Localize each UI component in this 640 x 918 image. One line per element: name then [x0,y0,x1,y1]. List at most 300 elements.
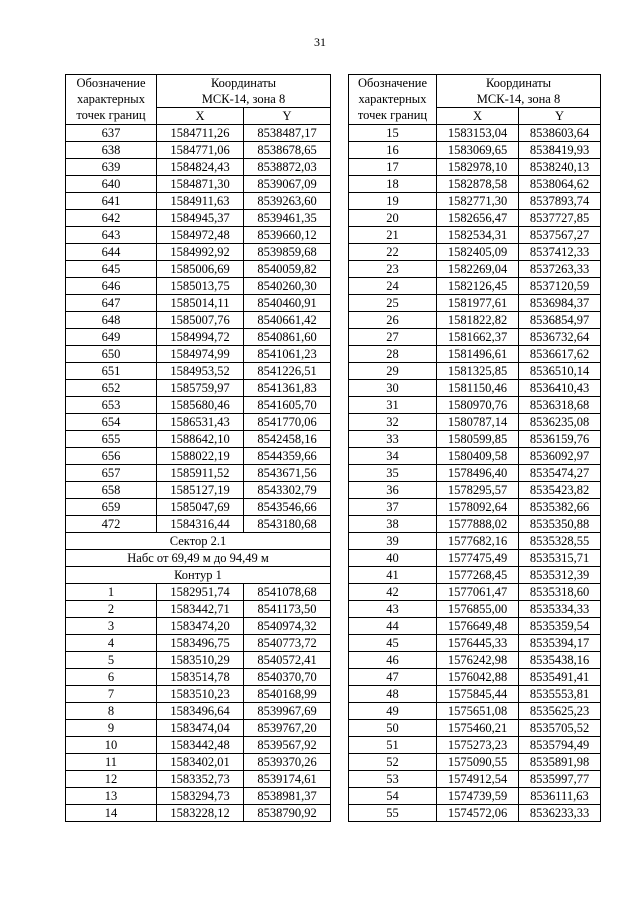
y-coordinate: 8541770,06 [244,414,331,431]
table-row [349,805,601,822]
y-coordinate: 8541078,68 [244,584,331,601]
coordinates-header [437,75,601,108]
y-coordinate: 8535315,71 [519,550,601,567]
point-number: 37 [349,499,437,516]
y-coordinate: 8535474,27 [519,465,601,482]
x-coordinate: 1577061,47 [437,584,519,601]
point-number: 650 [66,346,157,363]
x-coordinate: 1585047,69 [157,499,244,516]
point-number: 54 [349,788,437,805]
point-number: 646 [66,278,157,295]
table-row [349,397,601,414]
point-number: 20 [349,210,437,227]
table-row [66,176,331,193]
y-coordinate: 8535334,33 [519,601,601,618]
table-row [66,159,331,176]
table-row [349,499,601,516]
point-number: 16 [349,142,437,159]
x-coordinate: 1583294,73 [157,788,244,805]
point-number: 643 [66,227,157,244]
y-coordinate: 8541061,23 [244,346,331,363]
table-row [349,193,601,210]
y-coordinate: 8541226,51 [244,363,331,380]
y-coordinate: 8539767,20 [244,720,331,737]
y-coordinate: 8535382,66 [519,499,601,516]
table-row [349,533,601,550]
point-number: 55 [349,805,437,822]
point-number: 8 [66,703,157,720]
point-number: 10 [66,737,157,754]
table-row [66,312,331,329]
table-row [66,720,331,737]
point-number: 46 [349,652,437,669]
point-number: 44 [349,618,437,635]
point-number: 25 [349,295,437,312]
point-number: 645 [66,261,157,278]
y-coordinate: 8536092,97 [519,448,601,465]
y-coordinate: 8537727,85 [519,210,601,227]
table-row [349,703,601,720]
y-coordinate: 8540059,82 [244,261,331,278]
point-number: 647 [66,295,157,312]
table-row [66,227,331,244]
table-row [349,125,601,142]
y-coordinate: 8540460,91 [244,295,331,312]
y-coordinate: 8540661,42 [244,312,331,329]
x-coordinate: 1582978,10 [437,159,519,176]
x-column-header: X [157,108,244,125]
point-number: 654 [66,414,157,431]
x-coordinate: 1576042,88 [437,669,519,686]
x-coordinate: 1588022,19 [157,448,244,465]
x-coordinate: 1583153,04 [437,125,519,142]
y-coordinate: 8538981,37 [244,788,331,805]
y-coordinate: 8539174,61 [244,771,331,788]
table-row [66,210,331,227]
point-number: 33 [349,431,437,448]
table-row [66,686,331,703]
x-coordinate: 1580599,85 [437,431,519,448]
table-row [66,414,331,431]
y-coordinate: 8536233,33 [519,805,601,822]
header-line: МСК-14, зона 8 [201,92,286,106]
table-row [349,771,601,788]
table-row [349,448,601,465]
table-row [66,431,331,448]
y-coordinate: 8543180,68 [244,516,331,533]
header-line: Обозначение [76,76,146,90]
x-coordinate: 1584974,99 [157,346,244,363]
table-row [349,482,601,499]
point-number: 45 [349,635,437,652]
point-number: 31 [349,397,437,414]
table-row [66,618,331,635]
table-row [66,499,331,516]
table-row [66,295,331,312]
x-coordinate: 1584711,26 [157,125,244,142]
y-coordinate: 8536159,76 [519,431,601,448]
x-coordinate: 1581662,37 [437,329,519,346]
y-coordinate: 8544359,66 [244,448,331,465]
x-coordinate: 1583510,29 [157,652,244,669]
x-coordinate: 1578295,57 [437,482,519,499]
x-coordinate: 1583496,75 [157,635,244,652]
table-row [66,601,331,618]
table-row [66,329,331,346]
point-number: 34 [349,448,437,465]
x-coordinate: 1583514,78 [157,669,244,686]
table-row [66,652,331,669]
x-coordinate: 1575273,23 [437,737,519,754]
y-coordinate: 8535491,41 [519,669,601,686]
x-coordinate: 1582269,04 [437,261,519,278]
table-row [66,363,331,380]
table-row [349,516,601,533]
table-row [349,346,601,363]
point-designation-header [349,75,437,125]
point-number: 39 [349,533,437,550]
point-number: 29 [349,363,437,380]
y-coordinate: 8540370,70 [244,669,331,686]
x-coordinate: 1578092,64 [437,499,519,516]
y-coordinate: 8536318,68 [519,397,601,414]
table-row [349,431,601,448]
table-row [349,618,601,635]
y-coordinate: 8536235,08 [519,414,601,431]
y-coordinate: 8539967,69 [244,703,331,720]
header-line: точек границ [76,108,146,122]
point-number: 47 [349,669,437,686]
y-coordinate: 8538790,92 [244,805,331,822]
point-number: 32 [349,414,437,431]
x-coordinate: 1585014,11 [157,295,244,312]
point-number: 13 [66,788,157,805]
y-coordinate: 8539567,92 [244,737,331,754]
table-left-body [66,75,331,533]
x-coordinate: 1584824,43 [157,159,244,176]
table-row [66,788,331,805]
table-row [349,159,601,176]
point-number: 51 [349,737,437,754]
point-number: 42 [349,584,437,601]
y-coordinate: 8535318,60 [519,584,601,601]
table-row [66,346,331,363]
x-coordinate: 1585007,76 [157,312,244,329]
y-coordinate: 8535891,98 [519,754,601,771]
point-number: 5 [66,652,157,669]
x-coordinate: 1582878,58 [437,176,519,193]
y-coordinate: 8536510,14 [519,363,601,380]
point-number: 653 [66,397,157,414]
table-row [349,686,601,703]
point-number: 2 [66,601,157,618]
x-coordinate: 1582405,09 [437,244,519,261]
point-number: 49 [349,703,437,720]
y-coordinate: 8535359,54 [519,618,601,635]
x-coordinate: 1583474,20 [157,618,244,635]
x-coordinate: 1584953,52 [157,363,244,380]
x-coordinate: 1581822,82 [437,312,519,329]
table-row [66,584,331,601]
x-coordinate: 1583442,48 [157,737,244,754]
x-coordinate: 1577888,02 [437,516,519,533]
x-coordinate: 1575090,55 [437,754,519,771]
point-number: 50 [349,720,437,737]
point-number: 638 [66,142,157,159]
x-coordinate: 1584911,63 [157,193,244,210]
point-number: 9 [66,720,157,737]
y-coordinate: 8540572,41 [244,652,331,669]
point-number: 655 [66,431,157,448]
x-coordinate: 1576445,33 [437,635,519,652]
y-coordinate: 8539263,60 [244,193,331,210]
x-coordinate: 1584871,30 [157,176,244,193]
y-coordinate: 8543671,56 [244,465,331,482]
table-row [66,261,331,278]
y-coordinate: 8536984,37 [519,295,601,312]
point-number: 7 [66,686,157,703]
y-coordinate: 8543546,66 [244,499,331,516]
table-row [66,142,331,159]
table-row [66,465,331,482]
point-number: 657 [66,465,157,482]
x-coordinate: 1585911,52 [157,465,244,482]
x-coordinate: 1581150,46 [437,380,519,397]
sector-subtitle-row [66,550,331,567]
point-number: 648 [66,312,157,329]
y-coordinate: 8538240,13 [519,159,601,176]
x-coordinate: 1586531,43 [157,414,244,431]
point-number: 642 [66,210,157,227]
x-coordinate: 1585006,69 [157,261,244,278]
point-number: 26 [349,312,437,329]
point-number: 649 [66,329,157,346]
x-coordinate: 1575460,21 [437,720,519,737]
y-coordinate: 8536410,43 [519,380,601,397]
point-number: 27 [349,329,437,346]
y-coordinate: 8541361,83 [244,380,331,397]
y-coordinate: 8535553,81 [519,686,601,703]
table-row [66,516,331,533]
point-number: 35 [349,465,437,482]
x-coordinate: 1585013,75 [157,278,244,295]
x-coordinate: 1576649,48 [437,618,519,635]
table-row [349,261,601,278]
x-coordinate: 1583510,23 [157,686,244,703]
x-coordinate: 1577475,49 [437,550,519,567]
table-row [349,380,601,397]
y-coordinate: 8540168,99 [244,686,331,703]
x-coordinate: 1580409,58 [437,448,519,465]
table-right-body [349,75,601,822]
y-coordinate: 8538603,64 [519,125,601,142]
header-line: характерных [77,92,145,106]
point-number: 30 [349,380,437,397]
table-row [349,210,601,227]
point-number: 53 [349,771,437,788]
x-coordinate: 1580970,76 [437,397,519,414]
y-coordinate: 8535438,16 [519,652,601,669]
table-row [66,669,331,686]
y-coordinate: 8538487,17 [244,125,331,142]
y-column-header: Y [519,108,601,125]
y-coordinate: 8536617,62 [519,346,601,363]
x-coordinate: 1583442,71 [157,601,244,618]
table-row [349,601,601,618]
table-row [66,703,331,720]
table-row [66,380,331,397]
table-row [349,278,601,295]
y-coordinate: 8536854,97 [519,312,601,329]
x-coordinate: 1584992,92 [157,244,244,261]
table-row [349,295,601,312]
table-row [66,482,331,499]
x-coordinate: 1588642,10 [157,431,244,448]
y-coordinate: 8540773,72 [244,635,331,652]
x-coordinate: 1575651,08 [437,703,519,720]
point-number: 658 [66,482,157,499]
y-coordinate: 8535394,17 [519,635,601,652]
x-coordinate: 1578496,40 [437,465,519,482]
page-number: 31 [314,35,326,49]
point-number: 38 [349,516,437,533]
table-row [66,737,331,754]
y-coordinate: 8538419,93 [519,142,601,159]
y-coordinate: 8539859,68 [244,244,331,261]
table-row [349,363,601,380]
y-coordinate: 8535423,82 [519,482,601,499]
table-row [349,567,601,584]
x-coordinate: 1574739,59 [437,788,519,805]
x-coordinate: 1583352,73 [157,771,244,788]
x-coordinate: 1577268,45 [437,567,519,584]
table-row [66,193,331,210]
point-number: 6 [66,669,157,686]
table-row [349,414,601,431]
point-number: 651 [66,363,157,380]
y-coordinate: 8538064,62 [519,176,601,193]
point-number: 1 [66,584,157,601]
y-coordinate: 8543302,79 [244,482,331,499]
point-number: 656 [66,448,157,465]
coordinates-table-right [348,74,601,822]
x-coordinate: 1584945,37 [157,210,244,227]
point-number: 28 [349,346,437,363]
table-row [349,754,601,771]
x-coordinate: 1581496,61 [437,346,519,363]
header-line: характерных [358,92,427,106]
x-coordinate: 1583402,01 [157,754,244,771]
x-coordinate: 1584771,06 [157,142,244,159]
point-number: 48 [349,686,437,703]
coordinates-table-left [65,74,331,822]
y-coordinate: 8537893,74 [519,193,601,210]
sector-subtitle: Набс от 69,49 м до 94,49 м [66,550,331,567]
point-number: 21 [349,227,437,244]
x-coordinate: 1580787,14 [437,414,519,431]
y-coordinate: 8541173,50 [244,601,331,618]
point-number: 472 [66,516,157,533]
table-row [349,652,601,669]
point-number: 18 [349,176,437,193]
y-coordinate: 8535328,55 [519,533,601,550]
x-coordinate: 1585127,19 [157,482,244,499]
header-line: Координаты [485,76,552,90]
table-row [66,244,331,261]
point-number: 652 [66,380,157,397]
table-row [66,805,331,822]
y-coordinate: 8542458,16 [244,431,331,448]
y-coordinate: 8537263,33 [519,261,601,278]
point-number: 14 [66,805,157,822]
y-coordinate: 8537567,27 [519,227,601,244]
table-row [349,312,601,329]
table-row [66,278,331,295]
y-coordinate: 8540861,60 [244,329,331,346]
table-row [349,584,601,601]
x-coordinate: 1575845,44 [437,686,519,703]
table-row [66,771,331,788]
x-coordinate: 1584972,48 [157,227,244,244]
point-number: 40 [349,550,437,567]
point-number: 644 [66,244,157,261]
point-number: 11 [66,754,157,771]
x-coordinate: 1582534,31 [437,227,519,244]
y-coordinate: 8535350,88 [519,516,601,533]
y-coordinate: 8535705,52 [519,720,601,737]
table-row [349,244,601,261]
point-number: 4 [66,635,157,652]
table-row [349,737,601,754]
y-coordinate: 8539660,12 [244,227,331,244]
x-coordinate: 1582656,47 [437,210,519,227]
contour-row [66,567,331,584]
table-row [349,142,601,159]
x-coordinate: 1581325,85 [437,363,519,380]
x-coordinate: 1585759,97 [157,380,244,397]
x-coordinate: 1574572,06 [437,805,519,822]
y-coordinate: 8539067,09 [244,176,331,193]
header-line: МСК-14, зона 8 [476,92,561,106]
table-row [66,125,331,142]
y-coordinate: 8538678,65 [244,142,331,159]
y-coordinate: 8535794,49 [519,737,601,754]
table-row [66,754,331,771]
point-number: 52 [349,754,437,771]
y-coordinate: 8537120,59 [519,278,601,295]
x-coordinate: 1582951,74 [157,584,244,601]
x-coordinate: 1581977,61 [437,295,519,312]
sector-section [66,533,331,584]
table-row [349,329,601,346]
point-designation-header [66,75,157,125]
table-row [349,720,601,737]
table-row [66,635,331,652]
table-row [349,669,601,686]
header-line: Координаты [210,76,277,90]
contour-label: Контур 1 [66,567,331,584]
x-coordinate: 1576855,00 [437,601,519,618]
y-coordinate: 8540974,32 [244,618,331,635]
x-coordinate: 1582126,45 [437,278,519,295]
table-left-body-b [66,584,331,822]
x-coordinate: 1584316,44 [157,516,244,533]
y-column-header: Y [244,108,331,125]
x-coordinate: 1574912,54 [437,771,519,788]
x-coordinate: 1576242,98 [437,652,519,669]
point-number: 22 [349,244,437,261]
table-row [66,448,331,465]
